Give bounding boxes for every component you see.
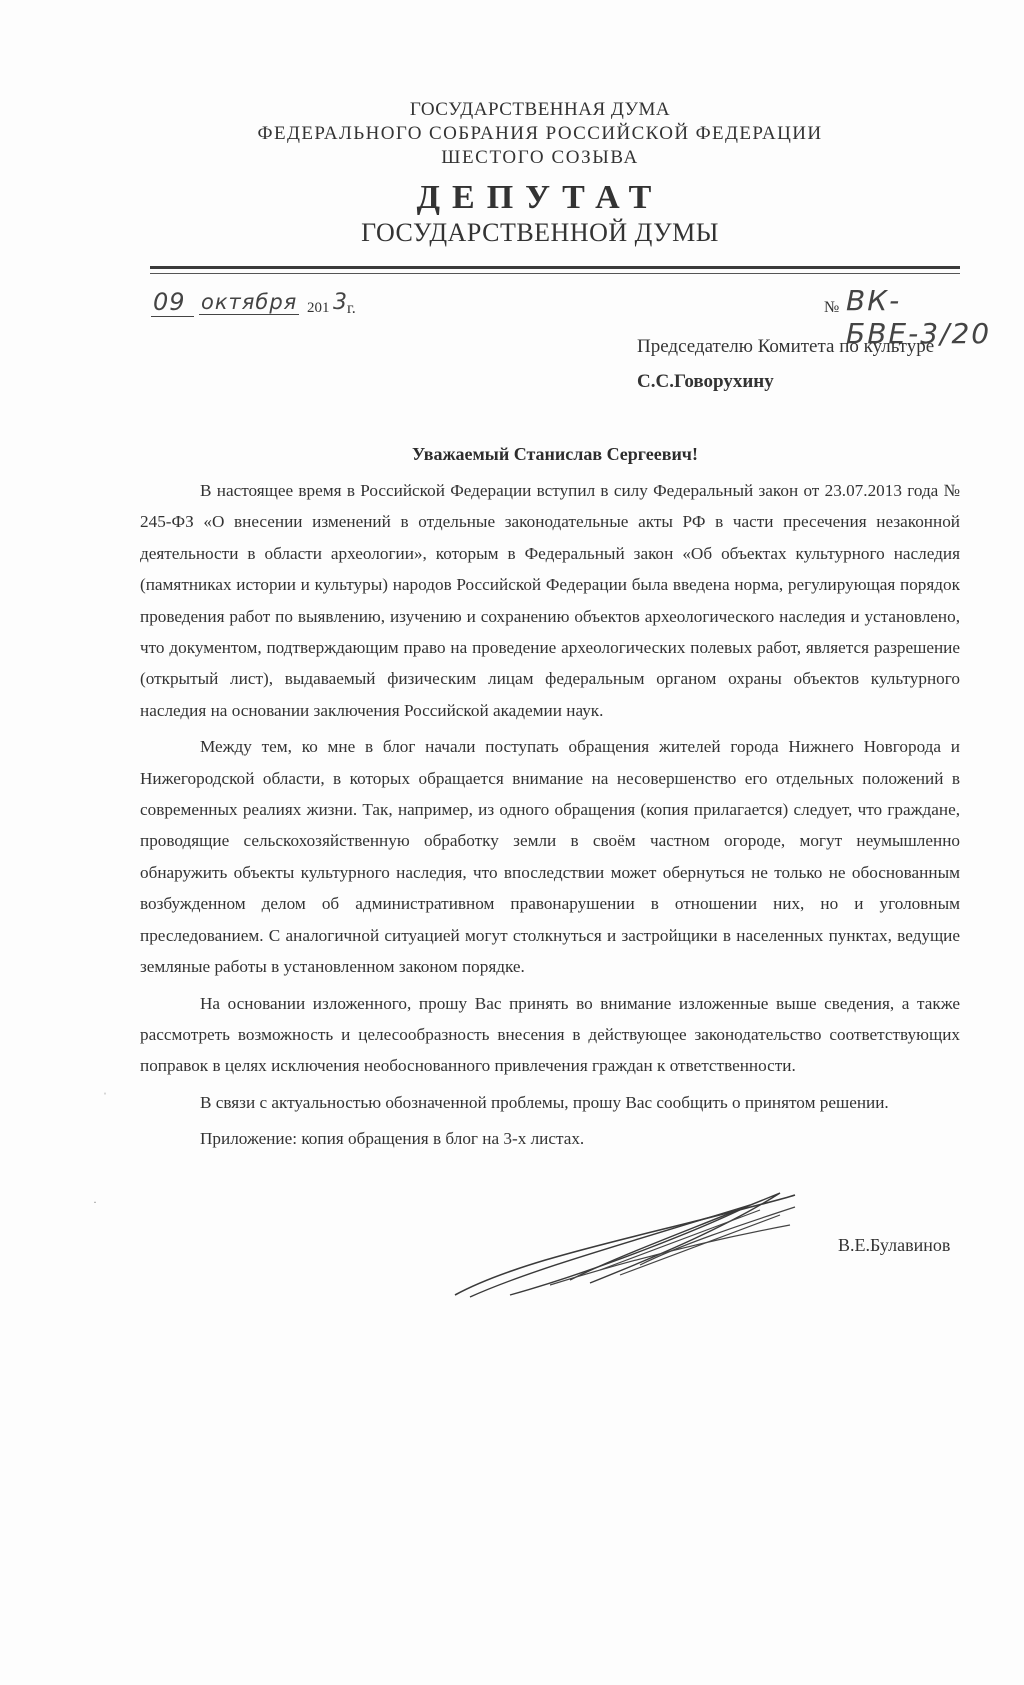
paragraph-5: Приложение: копия обращения в блог на 3-х листах. <box>200 1129 585 1149</box>
signature-image <box>450 1185 800 1305</box>
date-year-printed: 201 <box>307 300 330 316</box>
letterhead-subtitle: ГОСУДАРСТВЕННОЙ ДУМЫ <box>361 218 719 247</box>
date-suffix: г. <box>347 300 356 317</box>
reference-number: ВК-БВЕ-3/20 <box>846 284 992 350</box>
header-rule-thick <box>150 266 960 269</box>
paragraph-4: В связи с актуальностью обозначенной проблемы, прошу Вас сообщить о принятом решении. <box>200 1092 889 1112</box>
paragraph-2: Между тем, ко мне в блог начали поступать обращения жителей города Нижнего Новгорода и Нижегородской области, в которых обращается внимание на несовершенство его отдельных положений в современных реалиях жизни. Так, например, из одного обращения (копия прилагается) следует, что граждане, проводящие сельскохозяйственную обработку земли в своём частном огороде, могут неумышленно обнаружить объекты культурного наследия, что впоследствии может обернуться не только не обоснованным возбужденном делом об административном правонарушении в отношении них, но и уголовным преследованием. С аналогичной ситуацией могут столкнуться и застройщики в населенных пунктах, ведущие земляные работы в установленном законом порядке. <box>140 737 960 977</box>
paragraph-1: В настоящее время в Российской Федерации вступил в силу Федеральный закон от 23.07.2013 года № 245-ФЗ «О внесении изменений в отдельные законодательные акты РФ в части пресечения незаконной деятельности в области археологии», которым в Федеральный закон «Об объектах культурного наследия (памятниках истории и культуры) народов Российской Федерации была введена норма, регулирующая порядок проведения работ по выявлению, изучению и сохранению объектов археологического наследия и установлено, что документом, подтверждающим право на проведение археологических полевых работ, является разрешение (открытый лист), выдаваемый физическим лицам федеральным органом охраны объектов культурного наследия на основании заключения Российской академии наук. <box>140 481 960 720</box>
paragraph-3: На основании изложенного, прошу Вас принять во внимание изложенные выше сведения, а также рассмотреть возможность и целесообразность внесения в действующее законодательство соответствующих поправок в целях исключения необоснованного привлечения граждан к ответственности. <box>140 993 960 1076</box>
letterhead-line-3: ШЕСТОГО СОЗЫВА <box>441 147 639 168</box>
letterhead-line-2: ФЕДЕРАЛЬНОГО СОБРАНИЯ РОССИЙСКОЙ ФЕДЕРАЦИИ <box>257 123 823 144</box>
addressee-position: Председателю Комитета по культуре <box>637 336 935 357</box>
letterhead <box>150 98 930 248</box>
date-year-handwritten: 3 <box>333 290 348 315</box>
date-month: октября <box>201 290 298 314</box>
signatory-name: В.Е.Булавинов <box>838 1235 951 1255</box>
date-day: 09 <box>151 288 194 317</box>
addressee-name: С.С.Говорухину <box>637 371 774 392</box>
letter-body <box>140 475 960 1155</box>
scan-speck: · <box>93 1195 97 1209</box>
header-rule-thin <box>150 273 960 274</box>
addressee <box>637 332 977 397</box>
letterhead-title: ДЕПУТАТ <box>416 179 664 216</box>
letterhead-line-1: ГОСУДАРСТВЕННАЯ ДУМА <box>409 99 671 120</box>
scan-speck: ˈ <box>103 1090 107 1104</box>
reference-sign: № <box>824 299 840 316</box>
greeting: Уважаемый Станислав Сергеевич! <box>412 444 698 464</box>
